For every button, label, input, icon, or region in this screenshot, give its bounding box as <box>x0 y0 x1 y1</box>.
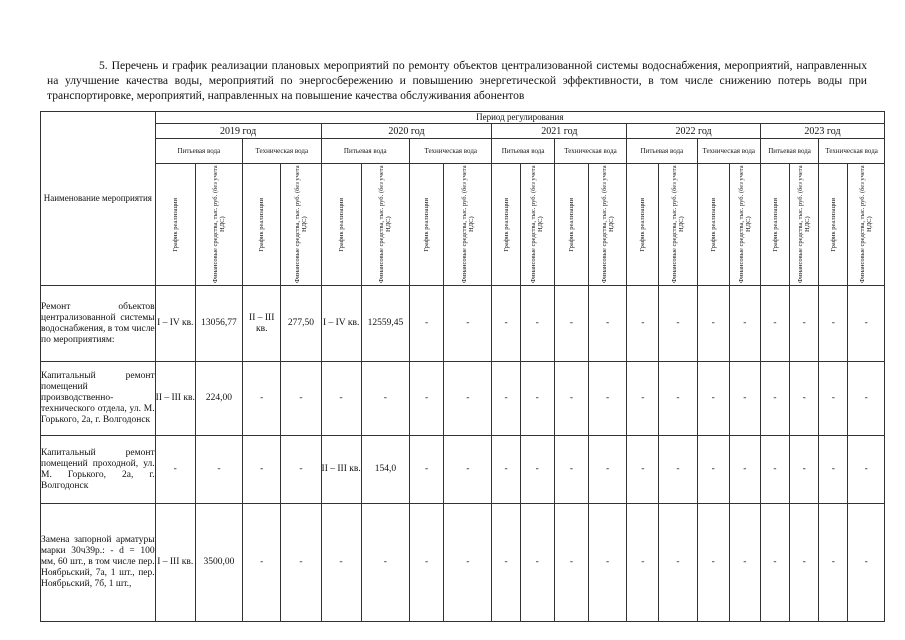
schedule-column-header: График реализации <box>639 197 647 252</box>
table-row <box>41 286 885 362</box>
finance-cell: - <box>281 504 321 622</box>
schedule-cell: - <box>492 504 520 622</box>
finance-column-header: Финансовые средства, тыс. руб. (без учета НДС) <box>600 165 615 284</box>
water-type-header: Техническая вода <box>697 139 760 164</box>
finance-cell: - <box>659 362 697 436</box>
finance-column-header: Финансовые средства, тыс. руб. (без учета НДС) <box>797 165 812 284</box>
finance-column-header: Финансовые средства, тыс. руб. (без учета НДС) <box>737 165 752 284</box>
document-heading <box>47 58 867 103</box>
schedule-column-header: График реализации <box>567 197 575 252</box>
finance-column-header: Финансовые средства, тыс. руб. (без учета НДС) <box>859 165 874 284</box>
period-header: Период регулирования <box>155 112 884 124</box>
schedule-cell: II – III кв. <box>155 362 195 436</box>
activity-name: Замена запорной арматуры марки 30ч39р.: - d = 100 мм, 60 шт., в том числе пер. Ноябрьский, 7а, 1 шт., пер. Ноябрьский, 7б, 1 шт., <box>41 504 156 622</box>
finance-cell: - <box>520 504 554 622</box>
schedule-cell: - <box>760 286 789 362</box>
schedule-cell: I – IV кв. <box>155 286 195 362</box>
table-body <box>41 286 885 622</box>
finance-column-header: Финансовые средства, тыс. руб. (без учета НДС) <box>460 165 475 284</box>
schedule-cell: - <box>554 436 588 504</box>
table-header <box>41 112 885 286</box>
schedule-cell: - <box>627 362 659 436</box>
activities-table <box>40 111 885 622</box>
schedule-cell: - <box>410 504 444 622</box>
table-row <box>41 436 885 504</box>
finance-cell: - <box>444 286 492 362</box>
schedule-cell: - <box>243 504 281 622</box>
schedule-cell: I – IV кв. <box>321 286 361 362</box>
finance-column-header: Финансовые средства, тыс. руб. (без учета НДС) <box>211 165 226 284</box>
finance-cell: - <box>848 504 885 622</box>
finance-cell: - <box>659 504 697 622</box>
schedule-cell: - <box>819 504 848 622</box>
schedule-cell: - <box>492 286 520 362</box>
schedule-column-header: График реализации <box>423 197 431 252</box>
subcolumn-header-row <box>41 164 885 286</box>
finance-cell: - <box>848 286 885 362</box>
water-type-header: Питьевая вода <box>760 139 818 164</box>
finance-column-header: Финансовые средства, тыс. руб. (без учета НДС) <box>293 165 308 284</box>
water-type-header: Питьевая вода <box>492 139 554 164</box>
schedule-cell: - <box>819 436 848 504</box>
year-header: 2019 год <box>155 124 321 139</box>
finance-cell: - <box>729 436 760 504</box>
water-type-header: Техническая вода <box>410 139 492 164</box>
schedule-cell: - <box>819 286 848 362</box>
schedule-cell: - <box>155 436 195 504</box>
schedule-column-header: График реализации <box>502 197 510 252</box>
finance-cell: - <box>361 504 409 622</box>
table-row <box>41 362 885 436</box>
water-type-header: Техническая вода <box>819 139 885 164</box>
schedule-column-header: График реализации <box>258 197 266 252</box>
schedule-cell: - <box>697 504 729 622</box>
heading-text: 5. Перечень и график реализации плановых мероприятий по ремонту объектов централизованной системы водоснабжения, мероприятий, направленных на улучшение качества воды, мероприятий по энергосбережению и повышению энергетической эффективности, в том числе снижению потерь воды при транспортировке, мероприятий, направленных на повышение качества обслуживания абонентов <box>47 59 867 102</box>
finance-cell: - <box>520 436 554 504</box>
schedule-cell: - <box>554 362 588 436</box>
schedule-cell: - <box>627 436 659 504</box>
schedule-column-header: График реализации <box>771 197 779 252</box>
schedule-column-header: График реализации <box>709 197 717 252</box>
schedule-column-header: График реализации <box>337 197 345 252</box>
finance-column-header: Финансовые средства, тыс. руб. (без учета НДС) <box>670 165 685 284</box>
schedule-cell: - <box>760 362 789 436</box>
finance-cell: - <box>848 362 885 436</box>
finance-cell: - <box>589 504 627 622</box>
schedule-cell: I – III кв. <box>155 504 195 622</box>
name-column-header: Наименование мероприятия <box>41 112 156 286</box>
activity-name: Капитальный ремонт помещений производственно-технического отдела, ул. М. Горького, 2а, г. Волгодонск <box>41 362 156 436</box>
schedule-cell: - <box>321 504 361 622</box>
finance-cell: 224,00 <box>195 362 242 436</box>
schedule-cell: - <box>697 286 729 362</box>
table-row <box>41 504 885 622</box>
schedule-cell: - <box>410 362 444 436</box>
schedule-cell: - <box>554 504 588 622</box>
schedule-cell: - <box>554 286 588 362</box>
finance-cell: 3500,00 <box>195 504 242 622</box>
activity-name: Капитальный ремонт помещений проходной, ул. М. Горького, 2а, г. Волгодонск <box>41 436 156 504</box>
schedule-column-header: График реализации <box>829 197 837 252</box>
activity-name: Ремонт объектов централизованной системы водоснабжения, в том числе по мероприятиям: <box>41 286 156 362</box>
finance-cell: - <box>790 286 819 362</box>
finance-cell: - <box>361 362 409 436</box>
finance-cell: - <box>589 286 627 362</box>
finance-cell: - <box>444 504 492 622</box>
finance-cell: - <box>444 362 492 436</box>
finance-cell: - <box>281 362 321 436</box>
schedule-cell: - <box>410 436 444 504</box>
finance-cell: - <box>790 436 819 504</box>
finance-cell: 277,50 <box>281 286 321 362</box>
finance-cell: - <box>729 504 760 622</box>
water-type-header: Питьевая вода <box>627 139 697 164</box>
schedule-cell: - <box>697 362 729 436</box>
finance-cell: - <box>790 504 819 622</box>
finance-cell: - <box>195 436 242 504</box>
finance-cell: - <box>281 436 321 504</box>
schedule-cell: - <box>492 362 520 436</box>
finance-column-header: Финансовые средства, тыс. руб. (без учета НДС) <box>530 165 545 284</box>
year-header: 2023 год <box>760 124 884 139</box>
schedule-cell: - <box>627 286 659 362</box>
finance-column-header: Финансовые средства, тыс. руб. (без учета НДС) <box>378 165 393 284</box>
schedule-cell: - <box>760 436 789 504</box>
schedule-cell: - <box>243 362 281 436</box>
schedule-cell: II – III кв. <box>321 436 361 504</box>
water-type-header: Техническая вода <box>243 139 321 164</box>
schedule-cell: - <box>243 436 281 504</box>
finance-cell: 154,0 <box>361 436 409 504</box>
schedule-cell: - <box>697 436 729 504</box>
schedule-cell: - <box>321 362 361 436</box>
finance-cell: - <box>589 436 627 504</box>
finance-cell: - <box>520 362 554 436</box>
year-header: 2020 год <box>321 124 492 139</box>
finance-cell: 12559,45 <box>361 286 409 362</box>
year-header: 2022 год <box>627 124 761 139</box>
year-header: 2021 год <box>492 124 627 139</box>
finance-cell: - <box>848 436 885 504</box>
finance-cell: - <box>444 436 492 504</box>
finance-cell: - <box>589 362 627 436</box>
schedule-cell: - <box>760 504 789 622</box>
finance-cell: - <box>659 286 697 362</box>
finance-cell: 13056,77 <box>195 286 242 362</box>
finance-cell: - <box>659 436 697 504</box>
water-type-header: Питьевая вода <box>155 139 242 164</box>
water-type-header: Питьевая вода <box>321 139 409 164</box>
finance-cell: - <box>729 286 760 362</box>
finance-cell: - <box>729 362 760 436</box>
schedule-cell: - <box>627 504 659 622</box>
schedule-cell: II – III кв. <box>243 286 281 362</box>
schedule-cell: - <box>492 436 520 504</box>
finance-cell: - <box>520 286 554 362</box>
water-type-header: Техническая вода <box>554 139 626 164</box>
finance-cell: - <box>790 362 819 436</box>
schedule-cell: - <box>410 286 444 362</box>
schedule-cell: - <box>819 362 848 436</box>
schedule-column-header: График реализации <box>171 197 179 252</box>
